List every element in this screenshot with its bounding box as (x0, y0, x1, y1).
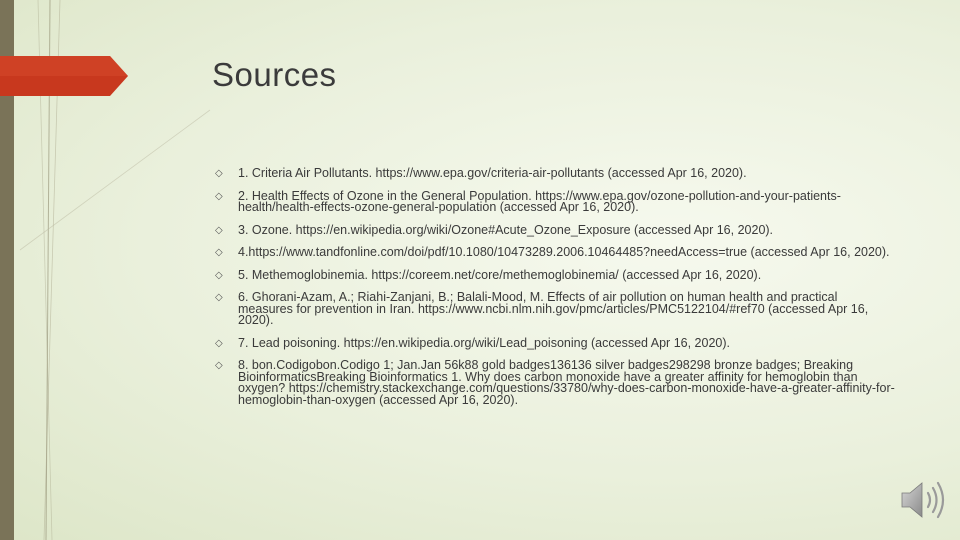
list-item (215, 335, 895, 350)
source-text: 4.https://www.tandfonline.com/doi/pdf/10.1080/10473289.2006.10464485?needAccess=true (accessed Apr 16, 2020). (238, 245, 890, 259)
diamond-outline-icon: ◇ (215, 360, 223, 371)
list-item (215, 247, 895, 259)
diamond-outline-icon: ◇ (215, 269, 223, 281)
diamond-outline-icon: ◇ (215, 292, 223, 303)
list-item (215, 292, 895, 327)
diamond-outline-icon: ◇ (215, 224, 223, 236)
list-item (215, 222, 895, 237)
source-text: 8. bon.Codigobon.Codigo 1; Jan.Jan 56k88 gold badges136136 silver badges298298 bronze badges; Breaking BioinformaticsBreaking Bioinformatics 1. Why does carbon monoxide have a greater affinity for hemoglobin than oxygen? https://chemistry.stackexchange.com/questions/33780/why-does-carbon-monoxide-have-a-greater-affinity-for-hemoglobin-than-oxygen (accessed Apr 16, 2020). (238, 358, 895, 407)
diamond-outline-icon: ◇ (215, 168, 223, 179)
slide-title: Sources (212, 56, 337, 93)
source-text: 2. Health Effects of Ozone in the General Population. https://www.epa.gov/ozone-pollution-and-your-patients-health/health-effects-ozone-general-population (accessed Apr 16, 2020). (238, 188, 841, 214)
source-text: 3. Ozone. https://en.wikipedia.org/wiki/Ozone#Acute_Ozone_Exposure (accessed Apr 16, 2020). (238, 222, 774, 237)
speaker-icon[interactable] (898, 474, 950, 526)
source-text: 1. Criteria Air Pollutants. https://www.epa.gov/criteria-air-pollutants (accessed Apr 16, 2020). (238, 166, 747, 180)
source-text: 5. Methemoglobinemia. https://coreem.net/core/methemoglobinemia/ (accessed Apr 16, 2020). (238, 267, 762, 282)
source-text: 6. Ghorani-Azam, A.; Riahi-Zanjani, B.; Balali-Mood, M. Effects of air pollution on human health and practical measures for prevention in Iran. https://www.ncbi.nlm.nih.gov/pmc/articles/PMC5122104/#ref70 (accessed Apr 16, 2020). (238, 290, 869, 327)
list-item (215, 360, 895, 406)
sources-list (215, 168, 895, 417)
title-accent-tab (0, 56, 128, 96)
list-item (215, 188, 895, 214)
list-item (215, 267, 895, 282)
diamond-outline-icon: ◇ (215, 190, 223, 202)
diamond-outline-icon: ◇ (215, 247, 223, 258)
diamond-outline-icon: ◇ (215, 337, 223, 349)
list-item (215, 168, 895, 180)
source-text: 7. Lead poisoning. https://en.wikipedia.org/wiki/Lead_poisoning (accessed Apr 16, 2020). (238, 335, 730, 350)
